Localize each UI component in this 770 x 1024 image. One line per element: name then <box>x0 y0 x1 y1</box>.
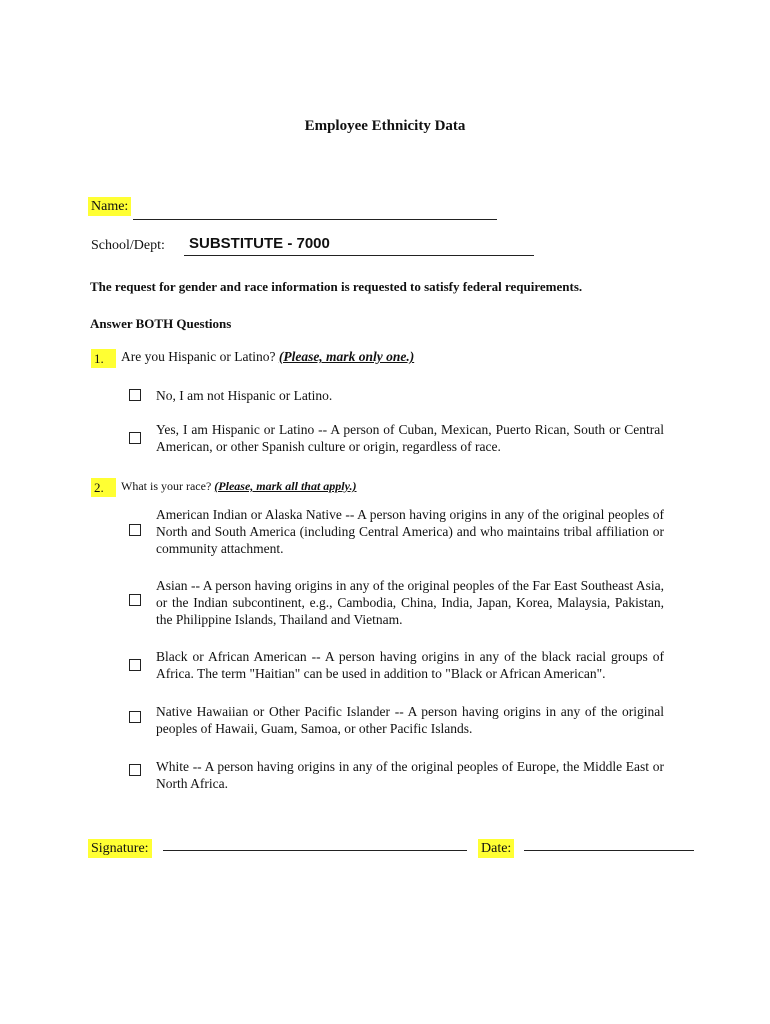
checkbox-american-indian[interactable] <box>129 524 141 536</box>
instruction-text: Answer BOTH Questions <box>90 316 232 331</box>
school-dept-label: School/Dept: <box>91 238 165 253</box>
question-1-label: Are you Hispanic or Latino? <box>121 349 279 364</box>
option-white: White -- A person having origins in any of the original peoples of Europe, the Middle East or North Africa. <box>156 759 664 791</box>
question-1-number: 1. <box>91 349 116 368</box>
signature-field[interactable] <box>163 850 467 851</box>
question-2-label: What is your race? <box>121 479 215 493</box>
form-title: Employee Ethnicity Data <box>304 118 466 134</box>
checkbox-pacific-islander[interactable] <box>129 711 141 723</box>
date-label: Date: <box>478 839 514 858</box>
question-2-hint: (Please, mark all that apply.) <box>214 479 357 493</box>
option-black: Black or African American -- A person having origins in any of the black racial groups of Africa. The term "Haitian" can be used in addition to "Black or African American". <box>156 649 664 681</box>
checkbox-black[interactable] <box>129 659 141 671</box>
question-1-text <box>121 349 414 365</box>
question-2-text <box>121 479 357 494</box>
checkbox-not-hispanic[interactable] <box>129 389 141 401</box>
school-dept-value[interactable]: SUBSTITUTE - 7000 <box>189 235 330 252</box>
checkbox-white[interactable] <box>129 764 141 776</box>
name-field[interactable] <box>133 219 497 220</box>
option-hispanic: Yes, I am Hispanic or Latino -- A person of Cuban, Mexican, Puerto Rican, South or Central American, or other Spanish culture or origin, regardless of race. <box>156 422 664 454</box>
checkbox-hispanic[interactable] <box>129 432 141 444</box>
name-label: Name: <box>88 197 131 216</box>
question-1-hint: (Please, mark only one.) <box>278 349 415 364</box>
date-field[interactable] <box>524 850 694 851</box>
signature-label: Signature: <box>88 839 152 858</box>
option-asian: Asian -- A person having origins in any of the original peoples of the Far East Southeast Asia, or the Indian subcontinent, e.g., Cambodia, China, India, Japan, Korea, Malaysia, Pakistan, the Philippine Islands, Thailand and Vietnam. <box>156 578 664 627</box>
option-american-indian: American Indian or Alaska Native -- A person having origins in any of the original peoples of North and South America (including Central America) and who maintains tribal affiliation or community attachment. <box>156 507 664 556</box>
school-dept-field <box>184 255 534 256</box>
option-not-hispanic: No, I am not Hispanic or Latino. <box>156 388 333 403</box>
notice-text: The request for gender and race information is requested to satisfy federal requirements. <box>90 279 583 294</box>
checkbox-asian[interactable] <box>129 594 141 606</box>
question-2-number: 2. <box>91 478 116 497</box>
option-pacific-islander: Native Hawaiian or Other Pacific Islander -- A person having origins in any of the original peoples of Hawaii, Guam, Samoa, or other Pacific Islands. <box>156 704 664 736</box>
